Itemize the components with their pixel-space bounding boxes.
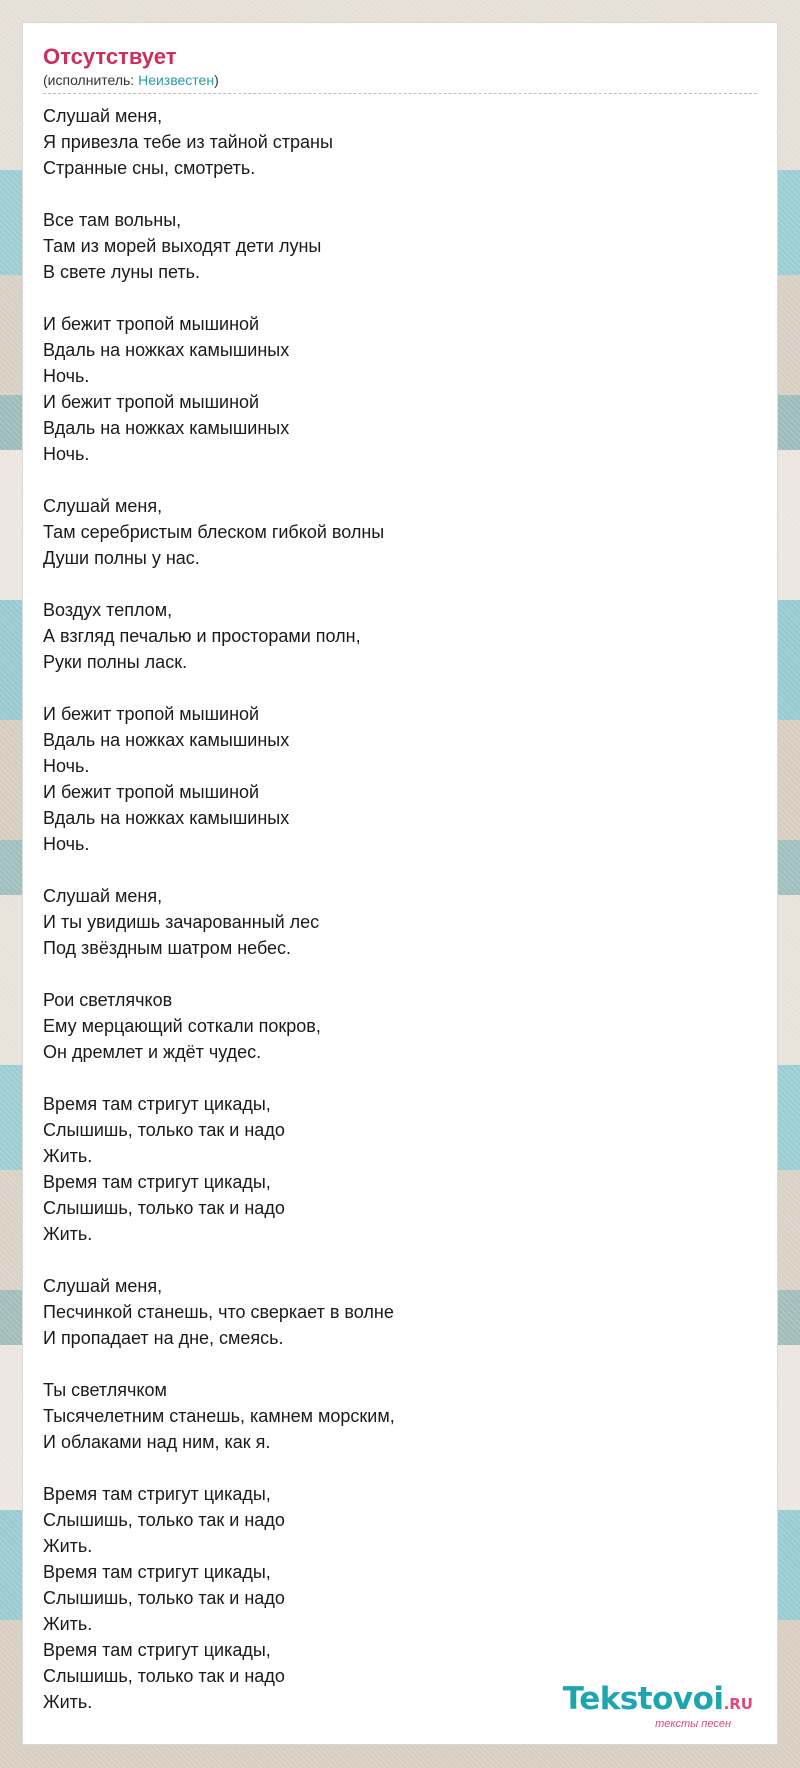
site-logo[interactable] xyxy=(563,1683,753,1730)
logo-tagline: тексты песен xyxy=(655,1718,731,1730)
lyric-line: И облаками над ним, как я. xyxy=(43,1432,271,1452)
lyric-line: И бежит тропой мышиной xyxy=(43,704,260,724)
lyric-line: Руки полны ласк. xyxy=(43,652,188,672)
lyric-line: Жить. xyxy=(43,1536,93,1556)
lyric-line: Ты светлячком xyxy=(43,1380,167,1400)
lyric-line: В свете луны петь. xyxy=(43,262,200,282)
lyric-line: Рои светлячков xyxy=(43,990,173,1010)
lyric-line: Слушай меня, xyxy=(43,106,163,126)
stanza xyxy=(43,1481,743,1715)
stanza xyxy=(43,1091,743,1247)
lyric-line: И бежит тропой мышиной xyxy=(43,314,260,334)
lyric-line: И бежит тропой мышиной xyxy=(43,782,260,802)
lyric-line: Слушай меня, xyxy=(43,1276,163,1296)
lyric-line: Слышишь, только так и надо xyxy=(43,1588,285,1608)
stanza xyxy=(43,987,743,1065)
lyric-line: Слушай меня, xyxy=(43,886,163,906)
lyric-line: Песчинкой станешь, что сверкает в волне xyxy=(43,1302,394,1322)
stanza xyxy=(43,701,743,857)
lyric-line: Ночь. xyxy=(43,756,90,776)
lyric-line: Жить. xyxy=(43,1224,93,1244)
lyric-line: Там серебристым блеском гибкой волны xyxy=(43,522,385,542)
lyric-line: И пропадает на дне, смеясь. xyxy=(43,1328,284,1348)
logo-tld: .RU xyxy=(723,1695,753,1713)
lyric-line: Время там стригут цикады, xyxy=(43,1094,271,1114)
lyric-line: Души полны у нас. xyxy=(43,548,200,568)
lyric-line: И ты увидишь зачарованный лес xyxy=(43,912,320,932)
lyric-line: Вдаль на ножках камышиных xyxy=(43,808,290,828)
lyric-line: Под звёздным шатром небес. xyxy=(43,938,292,958)
lyric-line: И бежит тропой мышиной xyxy=(43,392,260,412)
lyric-line: Жить. xyxy=(43,1146,93,1166)
lyric-line: Время там стригут цикады, xyxy=(43,1562,271,1582)
song-title: Отсутствует xyxy=(43,44,177,69)
lyric-line: Он дремлет и ждёт чудес. xyxy=(43,1042,262,1062)
stanza xyxy=(43,207,743,285)
stanza xyxy=(43,883,743,961)
lyric-line: Слушай меня, xyxy=(43,496,163,516)
logo-name: Tekstovoi xyxy=(562,1681,724,1717)
stanza xyxy=(43,103,743,181)
song-header xyxy=(43,43,757,94)
performer-suffix: ) xyxy=(214,72,219,88)
lyric-line: А взгляд печалью и просторами полн, xyxy=(43,626,361,646)
lyric-line: Все там вольны, xyxy=(43,210,182,230)
lyric-line: Ему мерцающий соткали покров, xyxy=(43,1016,321,1036)
performer-line xyxy=(43,71,757,89)
stanza xyxy=(43,1273,743,1351)
lyric-line: Вдаль на ножках камышиных xyxy=(43,418,290,438)
lyric-line: Странные сны, смотреть. xyxy=(43,158,256,178)
lyric-line: Слышишь, только так и надо xyxy=(43,1198,285,1218)
lyric-line: Жить. xyxy=(43,1614,93,1634)
lyric-line: Там из морей выходят дети луны xyxy=(43,236,322,256)
lyric-line: Время там стригут цикады, xyxy=(43,1640,271,1660)
lyric-line: Слышишь, только так и надо xyxy=(43,1510,285,1530)
lyric-line: Ночь. xyxy=(43,834,90,854)
lyric-line: Я привезла тебе из тайной страны xyxy=(43,132,333,152)
lyric-line: Вдаль на ножках камышиных xyxy=(43,730,290,750)
lyric-line: Слышишь, только так и надо xyxy=(43,1120,285,1140)
lyric-line: Ночь. xyxy=(43,366,90,386)
stanza xyxy=(43,311,743,467)
lyric-line: Время там стригут цикады, xyxy=(43,1172,271,1192)
lyric-line: Тысячелетним станешь, камнем морским, xyxy=(43,1406,395,1426)
artist-link[interactable]: Неизвестен xyxy=(138,72,215,88)
lyric-line: Воздух теплом, xyxy=(43,600,173,620)
logo-wordmark xyxy=(563,1683,753,1720)
stanza xyxy=(43,493,743,571)
lyrics-card xyxy=(22,22,778,1745)
stanza xyxy=(43,597,743,675)
lyric-line: Ночь. xyxy=(43,444,90,464)
lyric-line: Время там стригут цикады, xyxy=(43,1484,271,1504)
lyric-line: Слышишь, только так и надо xyxy=(43,1666,285,1686)
lyric-line: Жить. xyxy=(43,1692,93,1712)
performer-prefix: (исполнитель: xyxy=(43,72,139,88)
stanza xyxy=(43,1377,743,1455)
lyric-line: Вдаль на ножках камышиных xyxy=(43,340,290,360)
lyrics-text xyxy=(43,103,743,1741)
